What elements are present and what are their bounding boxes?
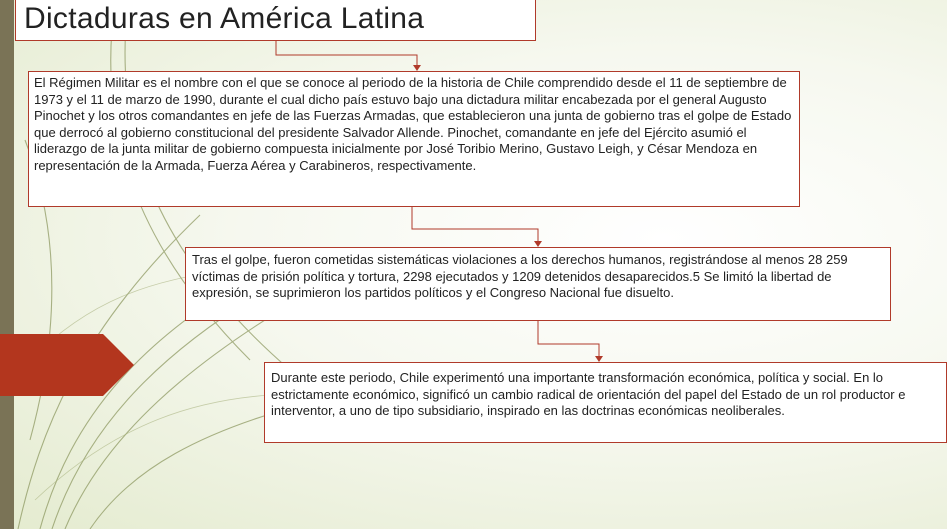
text-box-regimen-militar xyxy=(28,71,800,207)
title-box xyxy=(15,0,536,41)
paragraph-transformacion-economica: Durante este periodo, Chile experimentó una importante transformación económica, política y social. En lo estrictamente económico, significó un cambio radical de orientación del papel del Estado de un rol productor e interventor, a uno de tipo subsidiario, inspirado en las doctrinas económicas neoliberales. xyxy=(271,370,906,418)
text-box-derechos-humanos xyxy=(185,247,891,321)
slide-title: Dictaduras en América Latina xyxy=(24,2,425,35)
paragraph-derechos-humanos: Tras el golpe, fueron cometidas sistemáticas violaciones a los derechos humanos, registrándose al menos 28 259 víctimas de prisión política y tortura, 2298 ejecutados y 1209 detenidos desaparecidos.5 Se limitó la libertad de expresión, se suprimieron los partidos políticos y el Congreso Nacional fue disuelto. xyxy=(192,252,848,300)
text-box-transformacion-economica xyxy=(264,362,947,443)
paragraph-regimen-militar: El Régimen Militar es el nombre con el que se conoce al periodo de la historia de Chile comprendido desde el 11 de septiembre de 1973 y el 11 de marzo de 1990, durante el cual dicho país estuvo bajo una dictadura militar encabezada por el general Augusto Pinochet y los otros comandantes en jefe de las Fuerzas Armadas, que establecieron una junta de gobierno tras el golpe de Estado que derrocó al gobierno constitucional del presidente Salvador Allende. Pinochet, comandante en jefe del Ejército asumió el liderazgo de la junta militar de gobierno compuesta inicialmente por José Toribio Merino, Gustavo Leigh, y César Mendoza en representación de la Armada, Fuerza Aérea y Carabineros, respectivamente. xyxy=(34,75,792,173)
